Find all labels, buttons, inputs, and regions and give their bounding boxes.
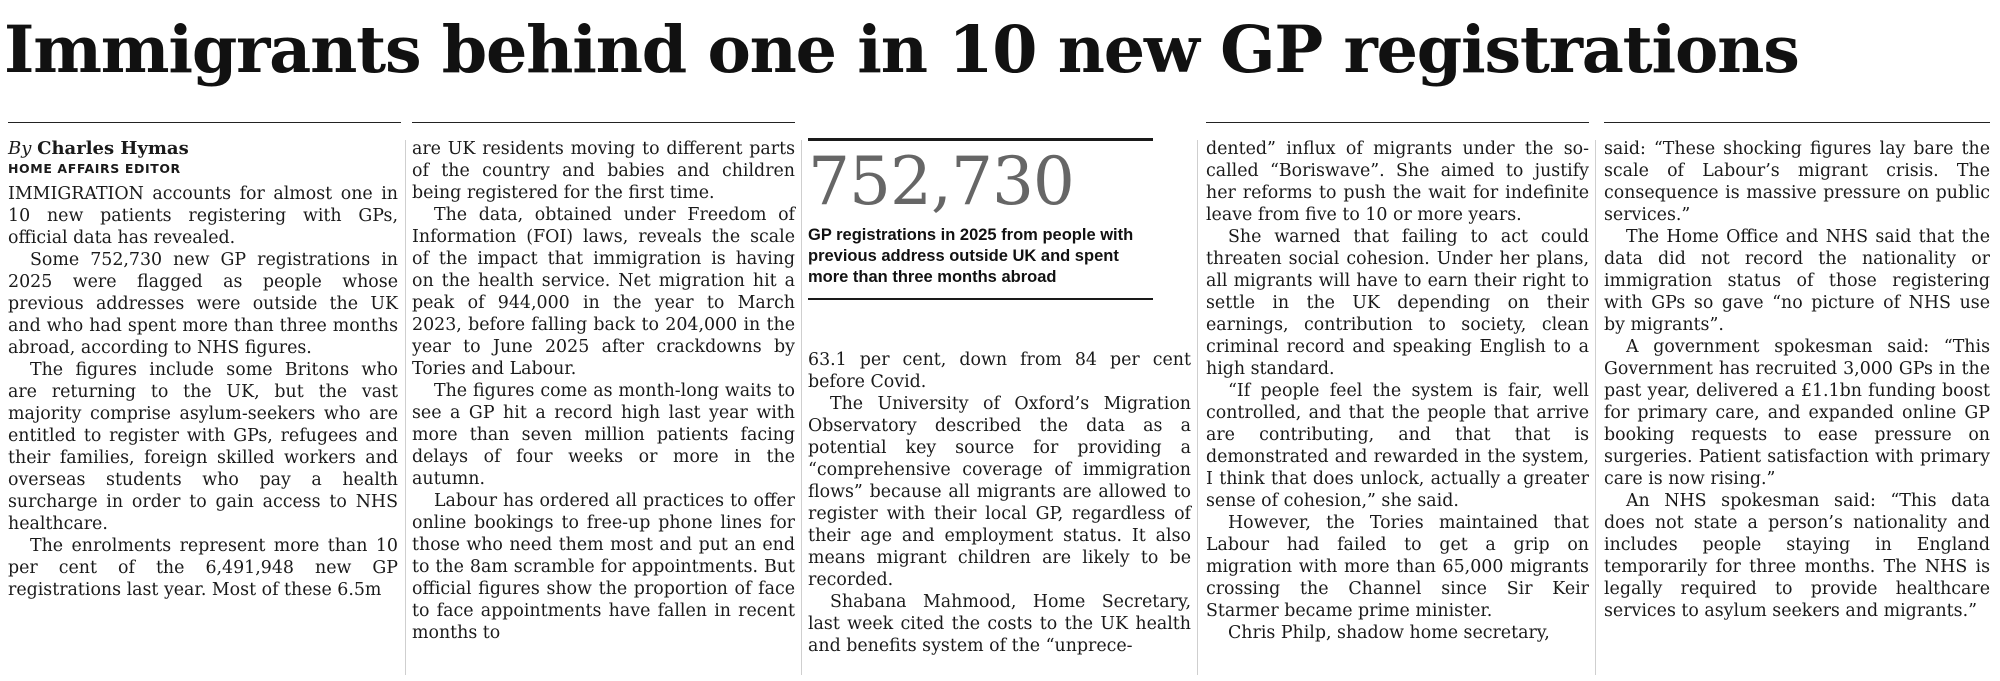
- paragraph: Shabana Mahmood, Home Secretary, last week cited the costs to the UK health and benefits system of the “unprece-: [808, 592, 1191, 656]
- stat-box-bottom-rule: [808, 298, 1153, 300]
- column-divider: [1197, 140, 1198, 675]
- stat-box: [808, 138, 1153, 300]
- paragraph: The figures include some Britons who are returning to the UK, but the vast majority comprise asylum-seekers who are entitled to register with GPs, refugees and their families, foreign skilled workers and overseas students who pay a health surcharge in order to gain access to NHS healthcare.: [8, 360, 398, 534]
- paragraph: Labour has ordered all practices to offer online bookings to free-up phone lines for those who need them most and put an end to the 8am scramble for appointments. But official figures show the proportion of face to face appointments have fallen in recent months to: [412, 491, 795, 643]
- paragraph: The University of Oxford’s Migration Observatory described the data as a potential key source for providing a “comprehensive coverage of immigration flows” because all migrants are allowed to register with their local GP, regardless of their age and employment status. It also means migrant children are likely to be recorded.: [808, 394, 1191, 590]
- paragraph: A government spokesman said: “This Government has recruited 3,000 GPs in the past year, delivered a £1.1bn funding boost for primary care, and expanded online GP booking requests to ease pressure on surgeries. Patient satisfaction with primary care is now rising.”: [1604, 337, 1990, 489]
- column-rule-1: [8, 122, 401, 123]
- paragraph: She warned that failing to act could threaten social cohesion. Under her plans, all migrants will have to earn their right to settle in the UK depending on their earnings, contribution to society, clean criminal record and speaking English to a high standard.: [1206, 227, 1589, 379]
- stat-box-top-rule: [808, 138, 1153, 141]
- paragraph: The enrolments represent more than 10 per cent of the 6,491,948 new GP registrations last year. Most of these 6.5m: [8, 536, 398, 600]
- article-column-5: [1604, 138, 1990, 622]
- paragraph: said: “These shocking figures lay bare the scale of Labour’s migrant crisis. The consequence is massive pressure on public services.”: [1604, 139, 1990, 225]
- byline-author: Charles Hymas: [37, 138, 189, 159]
- column-divider: [405, 140, 406, 675]
- paragraph: IMMIGRATION accounts for almost one in 10 new patients registering with GPs, official data has revealed.: [8, 184, 398, 248]
- column-rule-4: [1206, 122, 1589, 123]
- paragraph: The figures come as month-long waits to see a GP hit a record high last year with more than seven million patients facing delays of four weeks or more in the autumn.: [412, 381, 795, 489]
- stat-number: 752,730: [808, 143, 1074, 220]
- column-rule-2: [412, 122, 795, 123]
- column-divider: [801, 140, 802, 675]
- byline-by: By: [8, 138, 32, 159]
- paragraph: dented” influx of migrants under the so-called “Boriswave”. She aimed to justify her reforms to push the wait for indefinite leave from five to 10 or more years.: [1206, 139, 1589, 225]
- paragraph: Some 752,730 new GP registrations in 2025 were flagged as people whose previous addresses were outside the UK and who had spent more than three months abroad, according to NHS figures.: [8, 250, 398, 358]
- paragraph: The data, obtained under Freedom of Information (FOI) laws, reveals the scale of the impact that immigration is having on the health service. Net migration hit a peak of 944,000 in the year to March 2023, before falling back to 204,000 in the year to June 2025 after crackdowns by Tories and Labour.: [412, 205, 795, 379]
- paragraph: “If people feel the system is fair, well controlled, and that the people that arrive are contributing, and that that is demonstrated and rewarded in the system, I think that does unlock, actually a greater sense of cohesion,” she said.: [1206, 381, 1589, 511]
- byline-role: HOME AFFAIRS EDITOR: [8, 161, 181, 176]
- stat-caption: GP registrations in 2025 from people with previous address outside UK and spent more than three months abroad: [808, 226, 1134, 286]
- paragraph: The Home Office and NHS said that the data did not record the nationality or immigration status of those registering with GPs so gave “no picture of NHS use by migrants”.: [1604, 227, 1990, 335]
- article-column-3: [808, 349, 1191, 657]
- article-column-1: [8, 138, 398, 601]
- paragraph: An NHS spokesman said: “This data does not state a person’s nationality and includes people staying in England temporarily for three months. The NHS is legally required to provide healthcare services to asylum seekers and migrants.”: [1604, 491, 1990, 621]
- article-column-2: [412, 138, 795, 644]
- paragraph: Chris Philp, shadow home secretary,: [1228, 623, 1550, 643]
- headline: Immigrants behind one in 10 new GP registrations: [4, 12, 1799, 88]
- article-column-4: [1206, 138, 1589, 644]
- paragraph: are UK residents moving to different parts of the country and babies and children being registered for the first time.: [412, 139, 795, 203]
- column-rule-5: [1604, 122, 1990, 123]
- column-divider: [1595, 140, 1596, 675]
- paragraph: However, the Tories maintained that Labour had failed to get a grip on migration with more than 65,000 migrants crossing the Channel since Sir Keir Starmer became prime minister.: [1206, 513, 1589, 621]
- paragraph: 63.1 per cent, down from 84 per cent before Covid.: [808, 350, 1191, 392]
- byline: [8, 138, 398, 160]
